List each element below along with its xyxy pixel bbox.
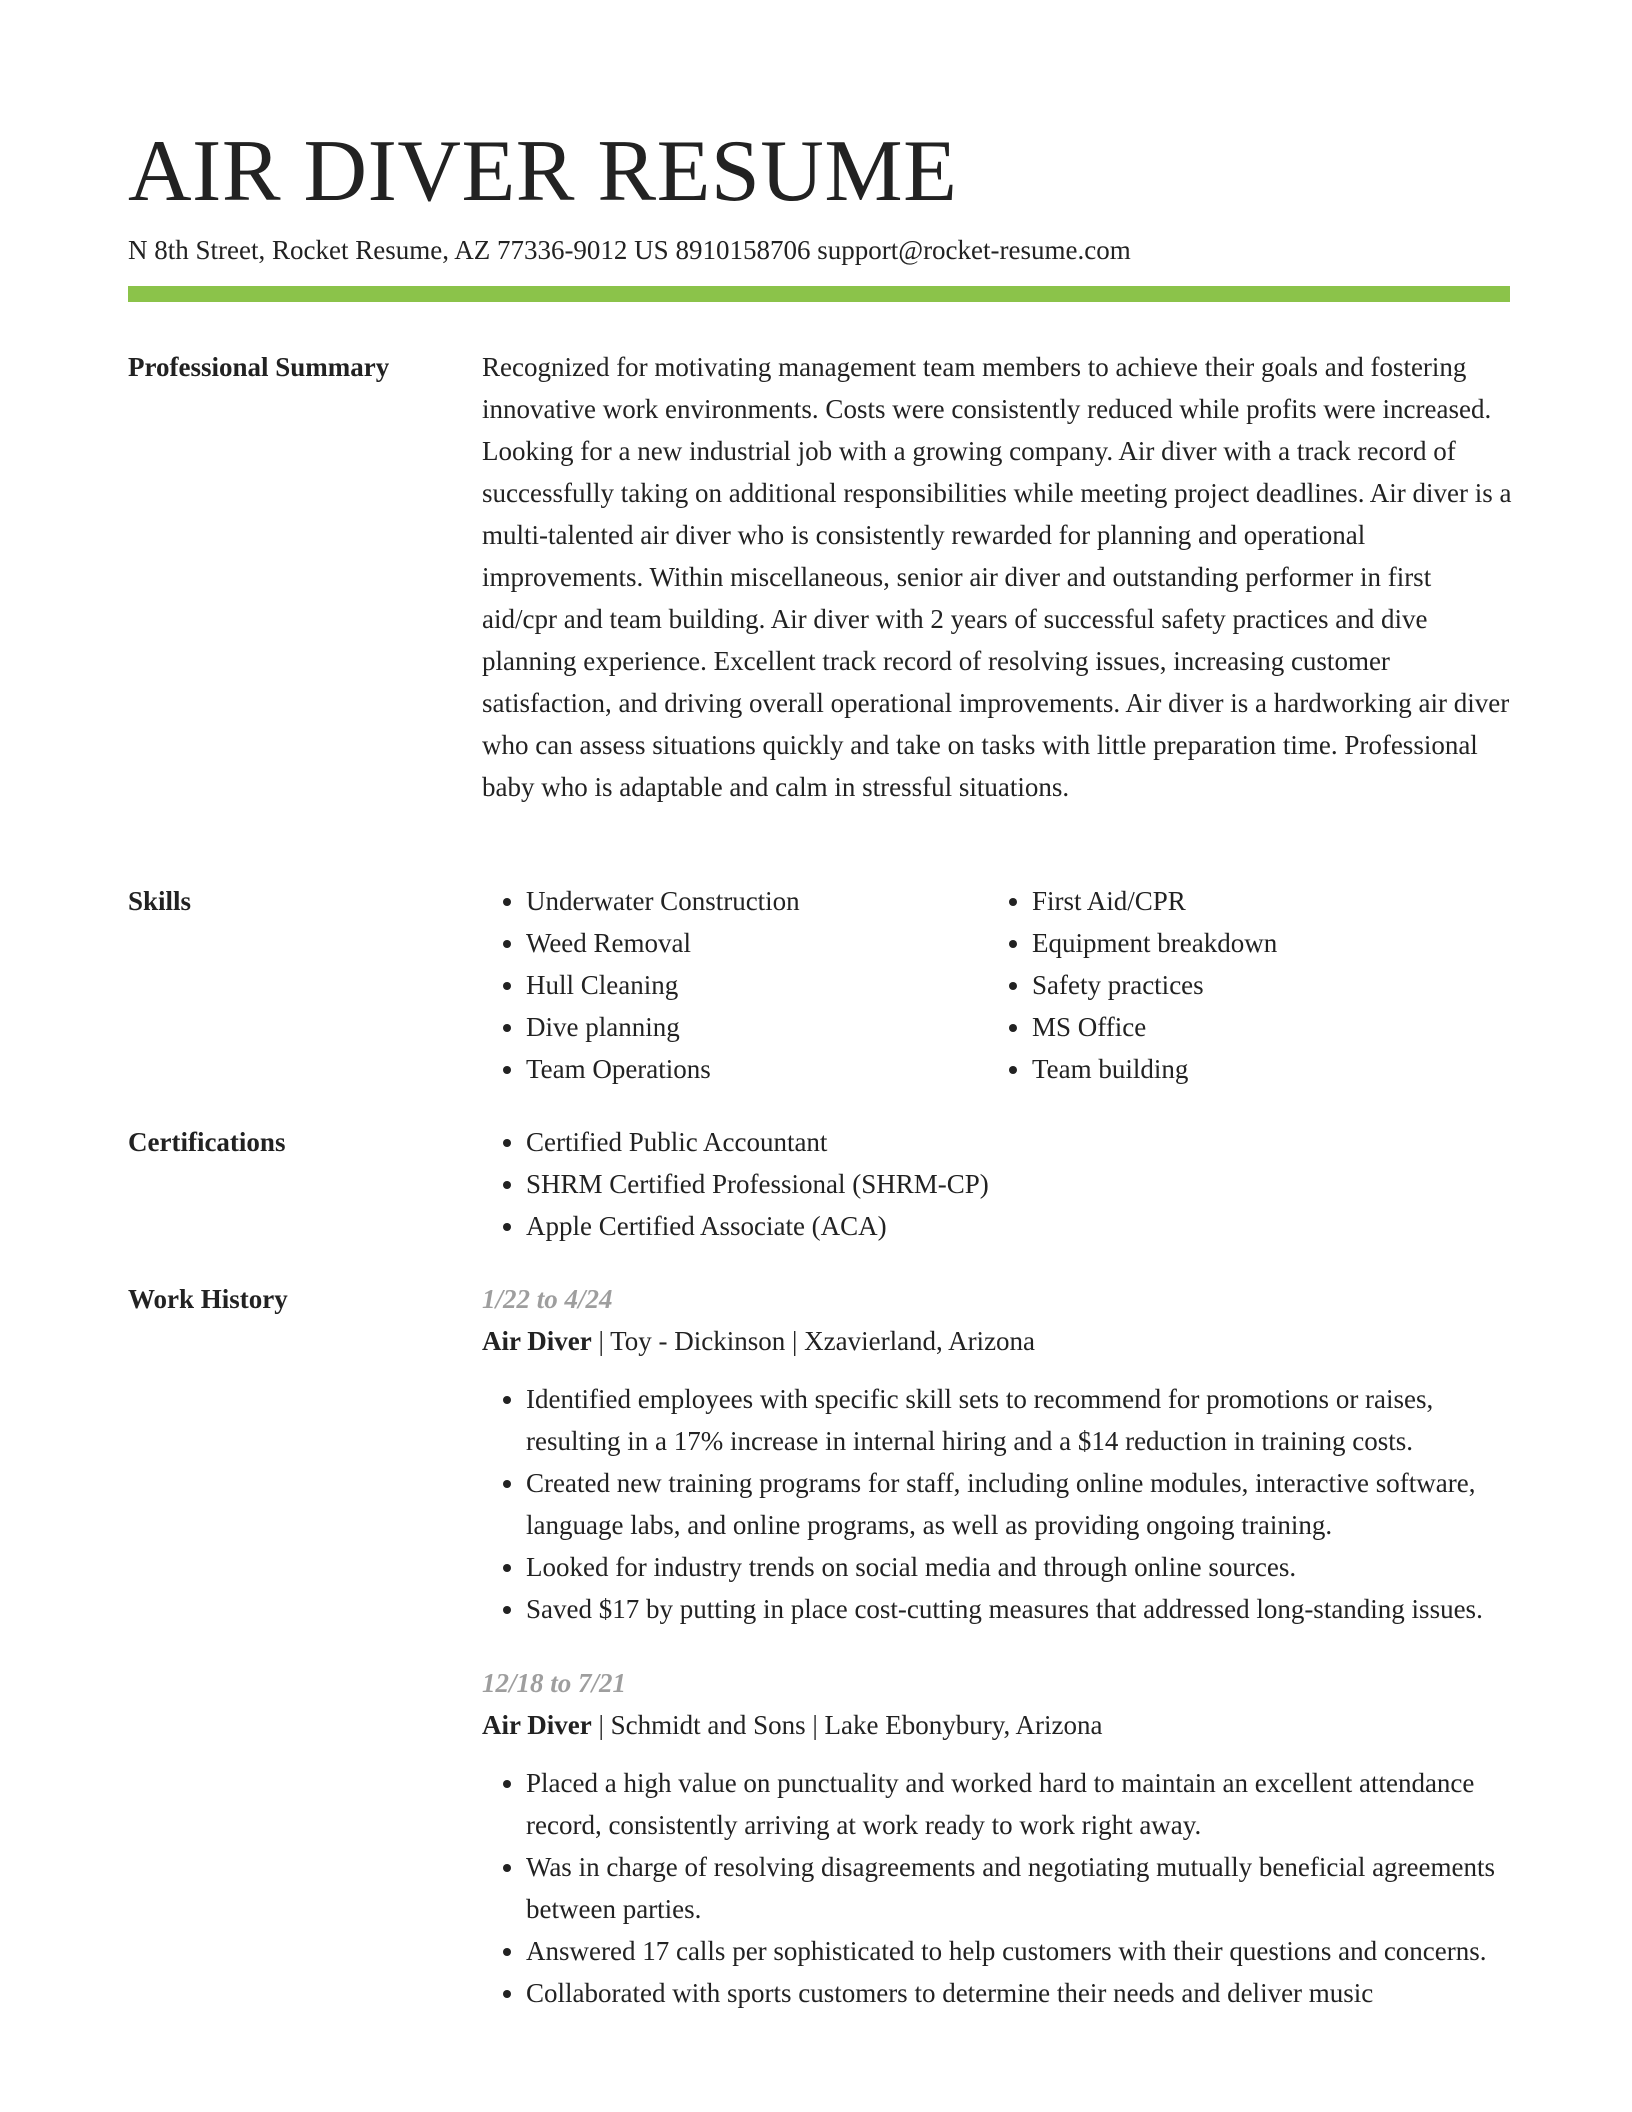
skill-item: • Team Operations [526,1048,988,1090]
skills-label: Skills [128,886,192,916]
skill-item: • Dive planning [526,1006,988,1048]
skill-item: • Safety practices [1032,964,1494,1006]
job-heading [482,1320,1512,1362]
resume-title: AIR DIVER RESUME [128,123,958,220]
skills-column-left [482,880,988,1090]
job-title: Air Diver [482,1710,592,1740]
skills-column-right [988,880,1494,1090]
job-details: | Schmidt and Sons | Lake Ebonybury, Arizona [591,1710,1103,1740]
job-entry [482,1278,1512,1630]
header-divider [128,286,1510,302]
skills-list-left [482,880,988,1090]
skill-item: • First Aid/CPR [1032,880,1494,922]
skill-item: • MS Office [1032,1006,1494,1048]
job-bullet: • Identified employees with specific skill sets to recommend for promotions or raises, resulting in a 17% increase in internal hiring and a $14 reduction in training costs. [526,1378,1512,1462]
certification-item: • Certified Public Accountant [526,1121,1512,1163]
job-bullet: • Was in charge of resolving disagreements and negotiating mutually beneficial agreements between parties. [526,1846,1512,1930]
work-history-body [482,1278,1512,2014]
skill-item: • Weed Removal [526,922,988,964]
job-bullet: • Saved $17 by putting in place cost-cutting measures that addressed long-standing issues. [526,1588,1512,1630]
skill-item: • Underwater Construction [526,880,988,922]
skill-item: • Hull Cleaning [526,964,988,1006]
job-bullet: • Answered 17 calls per sophisticated to help customers with their questions and concerns. [526,1930,1512,1972]
job-dates: 12/18 to 7/21 [482,1668,627,1698]
certifications-list [482,1121,1512,1247]
summary-label: Professional Summary [128,352,390,382]
job-spacer [482,1630,1512,1662]
job-bullet: • Collaborated with sports customers to determine their needs and deliver music [526,1972,1512,2014]
certifications-label: Certifications [128,1127,286,1157]
job-heading [482,1704,1512,1746]
contact-line: N 8th Street, Rocket Resume, AZ 77336-9012 US 8910158706 support@rocket-resume.com [128,235,1131,265]
job-bullet: • Placed a high value on punctuality and worked hard to maintain an excellent attendance record, consistently arriving at work ready to work right away. [526,1762,1512,1846]
certification-item: • SHRM Certified Professional (SHRM-CP) [526,1163,1512,1205]
certifications-body [482,1121,1512,1247]
skills-body [482,880,1512,1090]
summary-text: Recognized for motivating management team members to achieve their goals and fostering innovative work environments. Costs were consistently reduced while profits were increased. Looking for a new industrial job with a growing company. Air diver with a track record of successfully taking on additional responsibilities while meeting project deadlines. Air diver is a multi-talented air diver who is consistently rewarded for planning and operational improvements. Within miscellaneous, senior air diver and outstanding performer in first aid/cpr and team building. Air diver with 2 years of successful safety practices and dive planning experience. Excellent track record of resolving issues, increasing customer satisfaction, and driving overall operational improvements. Air diver is a hardworking air diver who can assess situations quickly and take on tasks with little preparation time. Professional baby who is adaptable and calm in stressful situations. [482,352,1512,802]
skills-list-right [988,880,1494,1090]
job-bullet: • Looked for industry trends on social media and through online sources. [526,1546,1512,1588]
job-details: | Toy - Dickinson | Xzavierland, Arizona [591,1326,1036,1356]
job-bullet: • Created new training programs for staff, including online modules, interactive software, language labs, and online programs, as well as providing ongoing training. [526,1462,1512,1546]
job-dates: 1/22 to 4/24 [482,1284,613,1314]
skill-item: • Equipment breakdown [1032,922,1494,964]
work-history-label: Work History [128,1284,288,1314]
job-bullets [482,1762,1512,2014]
certification-item: • Apple Certified Associate (ACA) [526,1205,1512,1247]
summary-body [482,346,1512,808]
job-bullets [482,1378,1512,1630]
skill-item: • Team building [1032,1048,1494,1090]
job-title: Air Diver [482,1326,592,1356]
job-entry [482,1662,1512,2014]
